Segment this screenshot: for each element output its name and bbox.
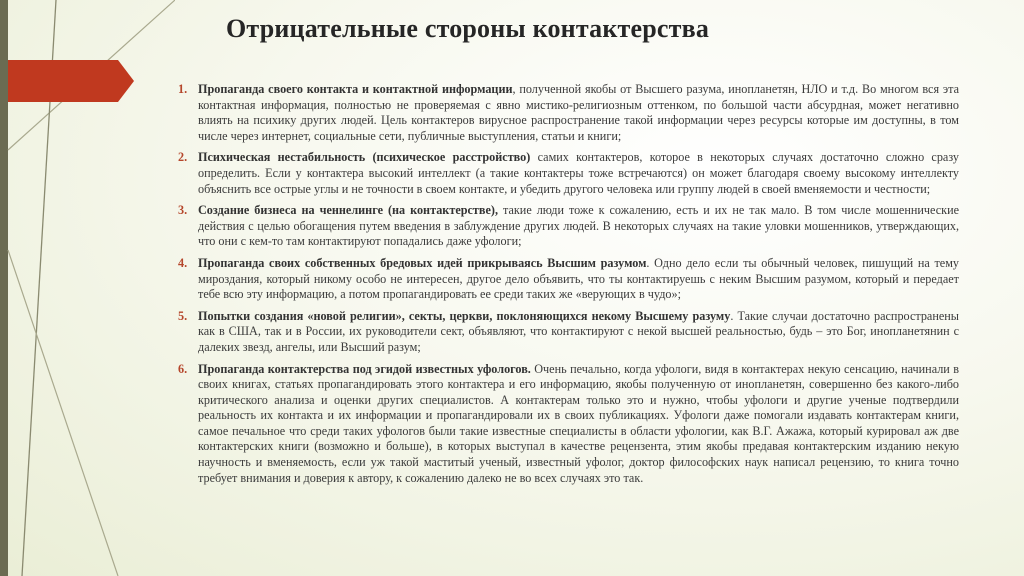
item-body: такие люди тоже к сожалению, есть и их не так мало. В том числе мошеннические действия с целью обогащения путем введения в заблуждение других людей. В некоторых случаях на такие уловки мошенников, утверждающих, что они с кем-то там контактируют попадались даже уфологи; <box>198 203 960 249</box>
item-heading: Пропаганда своих собственных бредовых идей прикрываясь Высшим разумом <box>198 255 647 270</box>
item-text <box>198 256 959 303</box>
item-body: . Одно дело если ты обычный человек, пишущий на тему мироздания, который никому особо не интересен, другое дело объявить, что ты контактируешь с неким Высшим разумом, который и передает тебе всю эту информацию, а потом пропагандировать ее среди таких же «верующих в чудо»; <box>198 255 959 302</box>
item-body: . Такие случаи достаточно распространены как в США, так и в России, их руководители сект, объявляют, что контактируют с некой высшей реальностью, будь – это Бог, инопланетянин с далеких звезд, ангелы, или Высший разум; <box>198 308 959 354</box>
decorative-lines <box>0 0 175 576</box>
item-heading: Психическая нестабильность (психическое расстройство) <box>198 150 531 165</box>
accent-arrow-shape <box>8 60 134 102</box>
item-number: 3. <box>178 203 188 218</box>
item-number: 4. <box>178 255 188 270</box>
item-number: 6. <box>178 361 188 376</box>
item-text <box>198 362 959 487</box>
item-heading: Попытки создания «новой религии», секты, церкви, поклоняющихся некому Высшему разуму <box>198 308 731 323</box>
item-heading: Создание бизнеса на ченнелинге (на контактерстве), <box>198 203 499 218</box>
item-heading: Пропаганда своего контакта и контактной информации <box>198 82 513 96</box>
item-body: самих контактеров, которое в некоторых случаях достаточно сложно сразу определить. Если у контактера высокий интеллект (а такие контактеры тоже встречаются) он может благодаря своему высокому интеллекту объяснить все острые углы и не точности в своем контакте, и убедить другого человека или группу людей в своей вменяемости и честности; <box>198 150 959 196</box>
list-item <box>178 256 959 303</box>
item-text <box>198 203 959 250</box>
list-item <box>178 362 959 487</box>
list-item <box>178 203 959 250</box>
item-number: 2. <box>178 150 188 165</box>
list-item <box>178 82 959 144</box>
negative-aspects-list <box>178 82 959 492</box>
list-item <box>178 309 959 356</box>
item-number: 5. <box>178 308 188 323</box>
item-text <box>198 309 959 356</box>
slide-title: Отрицательные стороны контактерства <box>226 14 710 43</box>
item-body: Очень печально, когда уфологи, видя в контактерах некую сенсацию, начинали в своих книгах, статьях пропагандировать этого контактера и его информацию, якобы полученную от инопланетян, совершенно без какого-либо критического анализа и оценки других специалистов. А контактерам только это и нужно, чтобы уфологи и другие ученые подтвердили реальность их контакта и их информации и пропагандировали их в своих публикациях. Уфологи даже помогали издавать контактерам книги, самое печальное что среди таких уфологов были такие известные специалисты в области уфологии, как В.Г. Ажажа, который курировал аж две контактерских книги (возможно и больше), в которых выступал в качестве рецензента, этим якобы предавая контактерским изданию некую научность и вменяемость, если уж такой маститый ученый, известный уфолог, доктор философских наук написал рецензию, то книга точно требует внимания и доверия к автору, к сожалению далеко не во всех случаях это так. <box>198 361 959 485</box>
item-body: , полученной якобы от Высшего разума, инопланетян, НЛО и т.д. Во многом вся эта контактная информация, полностью не проверяемая с явно мистико-религиозным оттенком, по большой части абсурдная, может негативно влиять на психику других людей. Цель контактеров вирусное распространение такой информации через ресурсы которые им доступны, в том числе через интернет, социальные сети, публичные выступления, статьи и книги; <box>198 82 959 143</box>
item-text <box>198 82 959 144</box>
item-heading: Пропаганда контактерства под эгидой известных уфологов. <box>198 361 531 376</box>
item-text <box>198 150 959 197</box>
item-number: 1. <box>178 82 188 96</box>
list-item <box>178 150 959 197</box>
